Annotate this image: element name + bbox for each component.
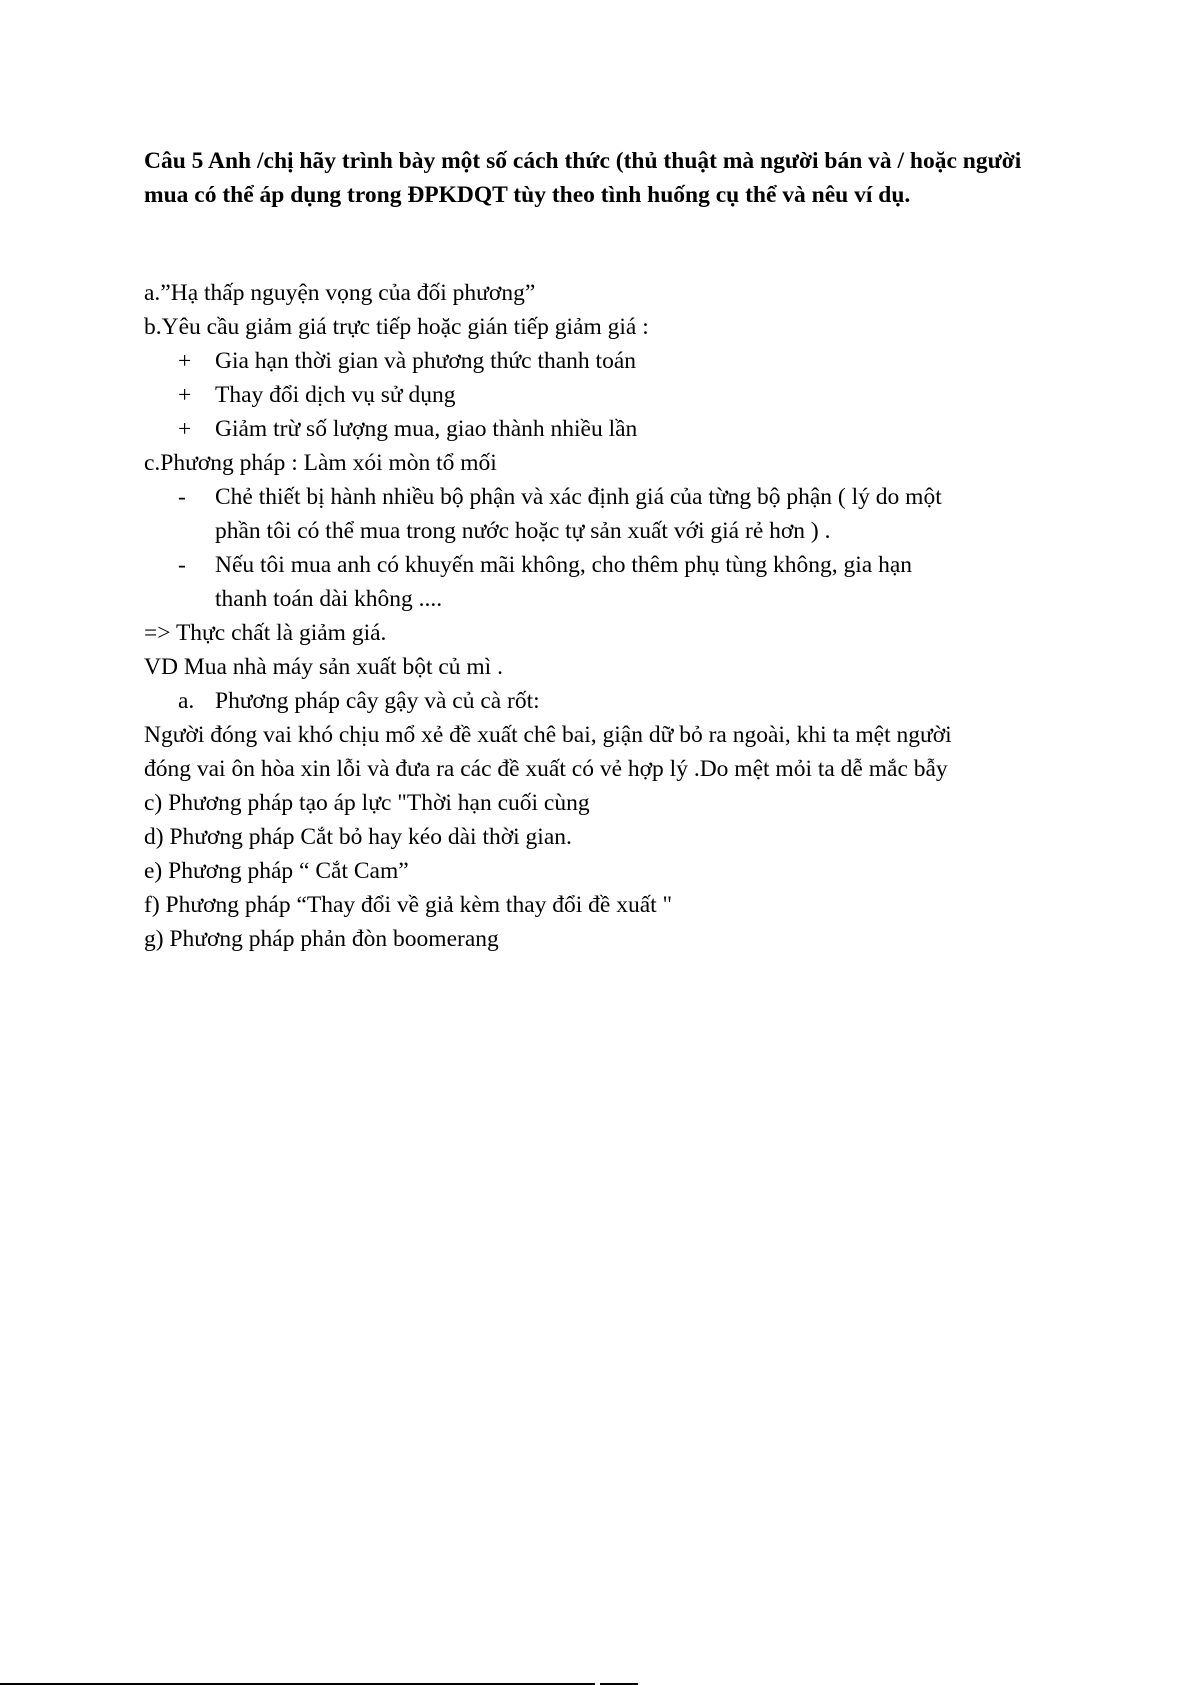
- list-item: [144, 480, 1074, 548]
- sub-point-text: Phương pháp cây gậy và củ cà rốt:: [215, 688, 540, 714]
- list-item: [144, 378, 1074, 412]
- list-item-text: Gia hạn thời gian và phương thức thanh toán: [215, 348, 637, 374]
- point-b: b.Yêu cầu giảm giá trực tiếp hoặc gián tiếp giảm giá :: [144, 314, 649, 340]
- list-item: [144, 344, 1074, 378]
- sub-point-a: [144, 684, 1074, 718]
- dash-bullet: -: [178, 484, 186, 510]
- plus-bullet: +: [178, 382, 192, 408]
- list-item-text: Thay đổi dịch vụ sử dụng: [215, 382, 456, 408]
- point-a: a.”Hạ thấp nguyện vọng của đối phương”: [144, 280, 536, 306]
- example: VD Mua nhà máy sản xuất bột củ mì .: [144, 654, 503, 680]
- point-f: f) Phương pháp “Thay đổi về giả kèm thay đổi đề xuất ": [144, 892, 673, 918]
- dash-bullet: -: [178, 552, 186, 578]
- conclusion: => Thực chất là giảm giá.: [144, 620, 387, 646]
- list-item-text-line: Chẻ thiết bị hành nhiều bộ phận và xác định giá của từng bộ phận ( lý do một: [215, 484, 942, 510]
- paragraph-line: đóng vai ôn hòa xin lỗi và đưa ra các đề xuất có vẻ hợp lý .Do mệt mỏi ta dễ mắc bẫy: [144, 756, 948, 782]
- list-item: [144, 412, 1074, 446]
- list-marker: a.: [178, 688, 195, 714]
- list-item-text: Giảm trừ số lượng mua, giao thành nhiều lần: [215, 416, 638, 442]
- list-item: [144, 548, 1074, 616]
- list-item-text-line: Nếu tôi mua anh có khuyến mãi không, cho thêm phụ tùng không, gia hạn: [215, 552, 913, 578]
- point-d: d) Phương pháp Cắt bỏ hay kéo dài thời gian.: [144, 824, 572, 850]
- plus-bullet: +: [178, 348, 192, 374]
- point-c-pressure: c) Phương pháp tạo áp lực "Thời hạn cuối cùng: [144, 790, 590, 816]
- point-c: c.Phương pháp : Làm xói mòn tổ mối: [144, 450, 497, 476]
- point-g: g) Phương pháp phản đòn boomerang: [144, 926, 499, 952]
- list-item-text-line: phần tôi có thể mua trong nước hoặc tự sản xuất với giá rẻ hơn ) .: [215, 518, 831, 544]
- paragraph-line: Người đóng vai khó chịu mổ xẻ đề xuất chê bai, giận dữ bỏ ra ngoài, khi ta mệt người: [144, 722, 952, 748]
- list-item-text-line: thanh toán dài không ....: [215, 586, 443, 612]
- answer-body: [144, 276, 1074, 956]
- plus-bullet: +: [178, 416, 192, 442]
- question-heading: Câu 5 Anh /chị hãy trình bày một số cách thức (thủ thuật mà người bán và / hoặc người mua có thể áp dụng trong ĐPKDQT tùy theo tình huống cụ thể và nêu ví dụ.: [144, 148, 1022, 208]
- point-e: e) Phương pháp “ Cắt Cam”: [144, 858, 409, 884]
